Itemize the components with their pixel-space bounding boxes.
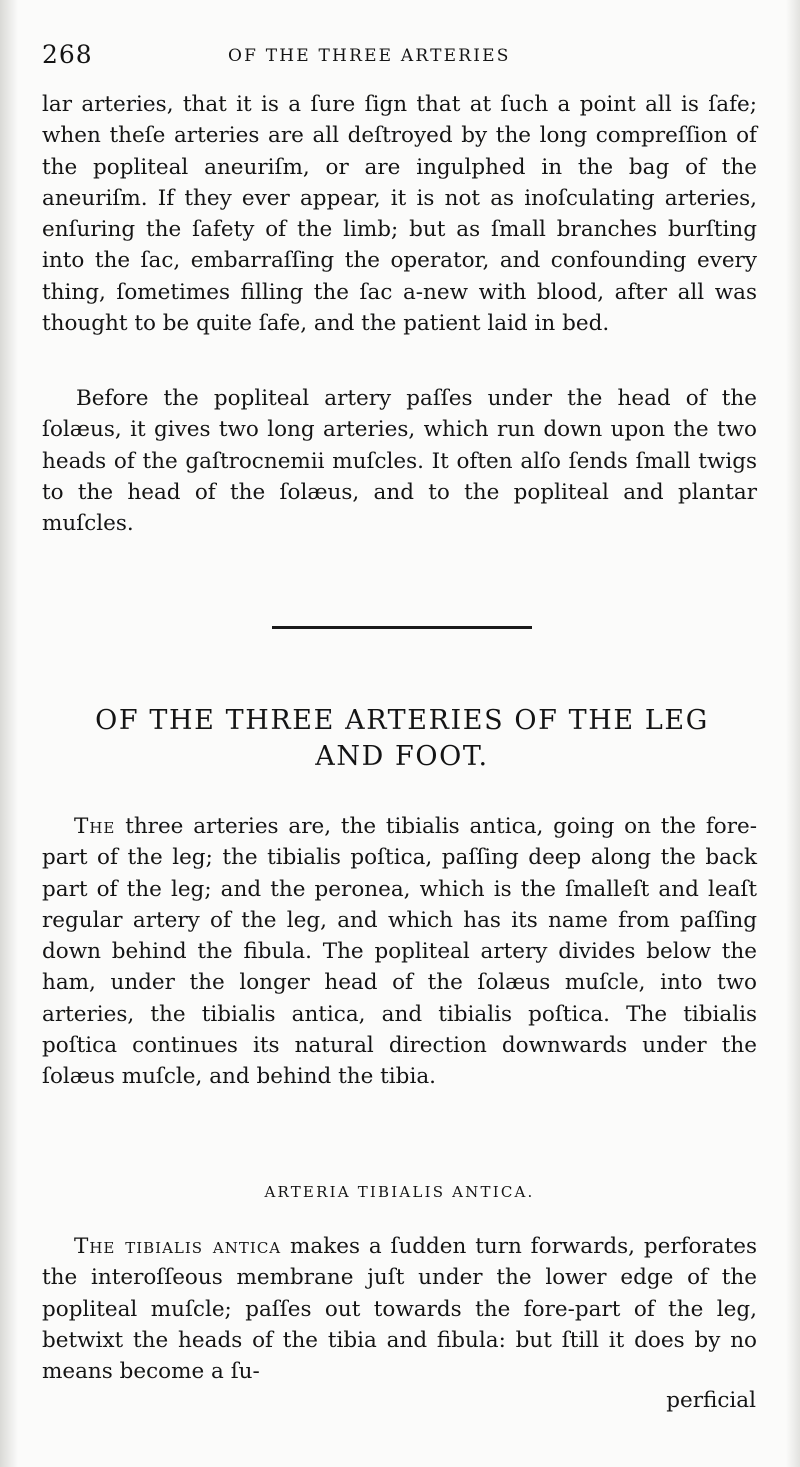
paragraph-popliteal-branches: Before the popliteal artery paſſes under the head of the ſolæus, it gives two long arteries, which run down upon the two heads of the gaſtrocnemii muſcles. It often alſo ſends ſmall twigs to the head of the ſolæus, and to the popliteal and plantar muſcles. bbox=[42, 386, 757, 537]
section-paragraph bbox=[42, 811, 757, 1093]
section-title bbox=[42, 703, 762, 775]
subsection-paragraph-lead: The tibialis antica bbox=[74, 1234, 282, 1259]
section-divider-rule bbox=[272, 626, 532, 629]
section-paragraph-text: three arteries are, the tibialis antica, going on the fore-part of the leg; the tibialis poſtica, paſſing deep along the back part of the leg; and the peronea, which is the ſmalleſt and leaſt regular artery of the leg, and which has its name from paſſing down behind the fibula. The popliteal artery divides below the ham, under the longer head of the ſolæus muſcle, into two arteries, the tibialis antica, and tibialis poſtica. The tibialis poſtica continues its natural direction downwards under the ſolæus muſcle, and behind the tibia. bbox=[42, 814, 757, 1090]
page-number: 268 bbox=[42, 40, 93, 69]
running-head bbox=[40, 40, 770, 76]
catchword: perficial bbox=[666, 1388, 756, 1413]
subsection-paragraph bbox=[42, 1231, 757, 1387]
subsection-title: ARTERIA TIBIALIS ANTICA. bbox=[264, 1183, 535, 1201]
section-paragraph-lead: The bbox=[74, 814, 116, 839]
section-title-line-1: OF THE THREE ARTERIES OF THE LEG bbox=[95, 705, 709, 736]
running-title: OF THE THREE ARTERIES bbox=[228, 46, 511, 66]
section-title-line-2: AND FOOT. bbox=[315, 741, 489, 772]
subsection-paragraph-text: makes a ſudden turn forwards, perforates the interoſſeous membrane juſt under the lower edge of the popliteal muſcle; paſſes out towards the fore-part of the leg, betwixt the heads of the tibia and fibula: but ſtill it does by no means become a ſu- bbox=[42, 1234, 757, 1385]
paragraph-continued: lar arteries, that it is a ſure ſign that at ſuch a point all is ſafe; when theſe arteries are all deſtroyed by the long compreſſion of the popliteal aneuriſm, or are ingulphed in the bag of the aneuriſm. If they ever appear, it is not as inoſculating arteries, enſuring the ſafety of the limb; but as ſmall branches burſting into the ſac, embarraſſing the operator, and confounding every thing, ſometimes filling the ſac a-new with blood, after all was thought to be quite ſafe, and the patient laid in bed. bbox=[42, 92, 757, 337]
